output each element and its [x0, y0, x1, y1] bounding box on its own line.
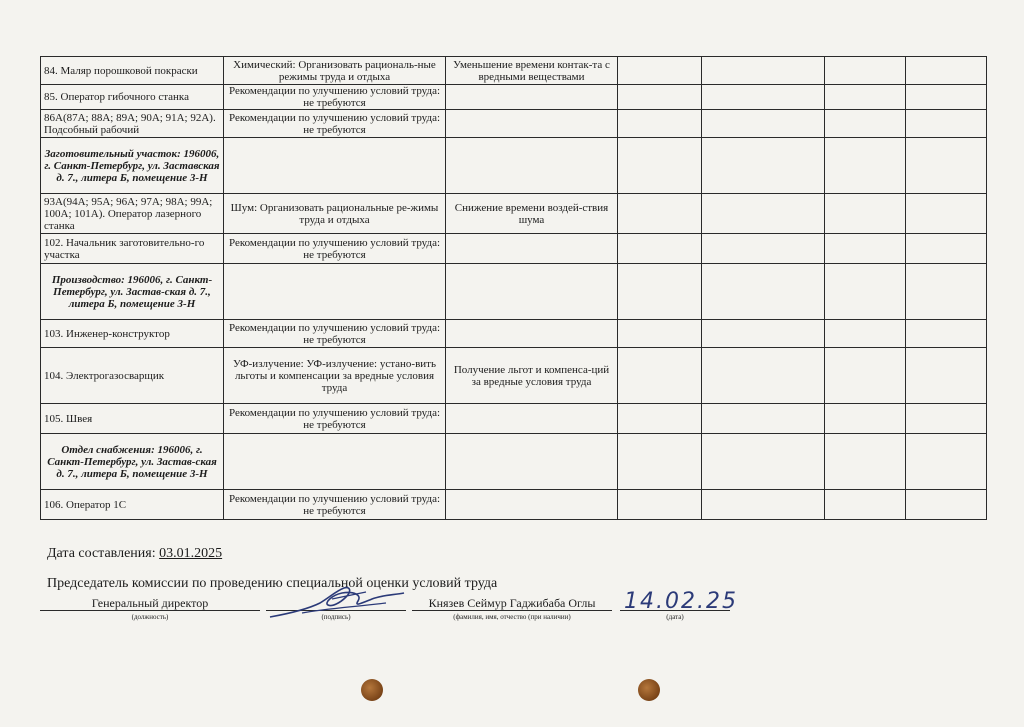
date-caption: (дата) — [666, 613, 684, 621]
empty-cell — [825, 194, 906, 234]
section-name-cell: Отдел снабжения: 196006, г. Санкт-Петербург, ул. Застав-ская д. 7., литера Б, помещение 3-Н — [41, 434, 224, 490]
empty-cell — [618, 85, 702, 110]
empty-cell — [906, 85, 987, 110]
goal-cell — [446, 85, 618, 110]
recommendation-cell: Химический: Организовать рациональ-ные режимы труда и отдыха — [224, 57, 446, 85]
empty-cell — [702, 110, 825, 138]
empty-cell — [825, 434, 906, 490]
empty-cell — [618, 234, 702, 264]
job-name-cell: 93А(94А; 95А; 96А; 97А; 98А; 99А; 100А; 101А). Оператор лазерного станка — [41, 194, 224, 234]
empty-cell — [702, 138, 825, 194]
table-row — [41, 110, 987, 138]
fio-caption: (фамилия, имя, отчество (при наличии) — [453, 613, 571, 621]
recommendation-cell: УФ-излучение: УФ-излучение: устано-вить льготы и компенсации за вредные условия труда — [224, 348, 446, 404]
date-value: 03.01.2025 — [159, 546, 223, 561]
empty-cell — [618, 264, 702, 320]
goal-cell — [446, 404, 618, 434]
wax-seal-left — [361, 679, 383, 701]
empty-cell — [702, 85, 825, 110]
goal-cell — [446, 264, 618, 320]
empty-cell — [825, 264, 906, 320]
empty-cell — [825, 490, 906, 520]
recommendation-cell — [224, 434, 446, 490]
recommendation-cell: Рекомендации по улучшению условий труда: не требуются — [224, 404, 446, 434]
job-name-cell: 103. Инженер-конструктор — [41, 320, 224, 348]
empty-cell — [906, 490, 987, 520]
empty-cell — [906, 320, 987, 348]
goal-cell: Уменьшение времени контак-та с вредными веществами — [446, 57, 618, 85]
date-label: Дата составления: — [47, 546, 156, 561]
table-row — [41, 320, 987, 348]
commission-chair-label: Председатель комиссии по проведению специальной оценки условий труда — [47, 576, 498, 591]
recommendation-cell: Рекомендации по улучшению условий труда: не требуются — [224, 320, 446, 348]
empty-cell — [825, 234, 906, 264]
table-row — [41, 57, 987, 85]
fio-value: Князев Сеймур Гаджибаба Оглы — [412, 596, 612, 611]
handwritten-signature — [262, 583, 412, 623]
section-name-cell: Производство: 196006, г. Санкт-Петербург, ул. Застав-ская д. 7., литера Б, помещение 3-Н — [41, 264, 224, 320]
empty-cell — [618, 110, 702, 138]
empty-cell — [906, 434, 987, 490]
table-row — [41, 348, 987, 404]
job-name-cell: 102. Начальник заготовительно-го участка — [41, 234, 224, 264]
empty-cell — [702, 234, 825, 264]
empty-cell — [906, 57, 987, 85]
table-row — [41, 234, 987, 264]
empty-cell — [825, 110, 906, 138]
empty-cell — [825, 320, 906, 348]
recommendation-cell: Шум: Организовать рациональные ре-жимы труда и отдыха — [224, 194, 446, 234]
job-name-cell: 85. Оператор гибочного станка — [41, 85, 224, 110]
empty-cell — [702, 490, 825, 520]
empty-cell — [906, 234, 987, 264]
table-row — [41, 85, 987, 110]
empty-cell — [702, 320, 825, 348]
wax-seal-right — [638, 679, 660, 701]
empty-cell — [825, 138, 906, 194]
empty-cell — [618, 404, 702, 434]
job-name-cell: 86А(87А; 88А; 89А; 90А; 91А; 92А). Подсобный рабочий — [41, 110, 224, 138]
empty-cell — [702, 194, 825, 234]
empty-cell — [906, 348, 987, 404]
job-name-cell: 104. Электрогазосварщик — [41, 348, 224, 404]
goal-cell: Снижение времени воздей-ствия шума — [446, 194, 618, 234]
job-name-cell: 84. Маляр порошковой покраски — [41, 57, 224, 85]
empty-cell — [906, 264, 987, 320]
empty-cell — [906, 138, 987, 194]
handwritten-date: 14.02.25 — [624, 589, 738, 614]
empty-cell — [825, 348, 906, 404]
position-field — [40, 596, 260, 621]
recommendation-cell — [224, 264, 446, 320]
empty-cell — [906, 110, 987, 138]
table-row — [41, 404, 987, 434]
empty-cell — [825, 404, 906, 434]
empty-cell — [906, 194, 987, 234]
empty-cell — [618, 434, 702, 490]
empty-cell — [618, 320, 702, 348]
fio-field — [412, 596, 612, 621]
empty-cell — [825, 85, 906, 110]
section-row — [41, 264, 987, 320]
recommendation-cell: Рекомендации по улучшению условий труда: не требуются — [224, 110, 446, 138]
empty-cell — [702, 264, 825, 320]
position-caption: (должность) — [131, 613, 169, 621]
empty-cell — [618, 490, 702, 520]
section-row — [41, 434, 987, 490]
empty-cell — [702, 404, 825, 434]
goal-cell — [446, 434, 618, 490]
compilation-date-line — [47, 546, 222, 562]
empty-cell — [825, 57, 906, 85]
goal-cell: Получение льгот и компенса-ций за вредные условия труда — [446, 348, 618, 404]
empty-cell — [702, 434, 825, 490]
position-value: Генеральный директор — [40, 596, 260, 611]
empty-cell — [618, 57, 702, 85]
recommendation-cell: Рекомендации по улучшению условий труда: не требуются — [224, 490, 446, 520]
goal-cell — [446, 320, 618, 348]
improvement-measures-table — [40, 56, 987, 520]
goal-cell — [446, 490, 618, 520]
recommendation-cell: Рекомендации по улучшению условий труда: не требуются — [224, 234, 446, 264]
job-name-cell: 105. Швея — [41, 404, 224, 434]
section-row — [41, 138, 987, 194]
goal-cell — [446, 110, 618, 138]
empty-cell — [702, 57, 825, 85]
table-row — [41, 194, 987, 234]
empty-cell — [618, 194, 702, 234]
section-name-cell: Заготовительный участок: 196006, г. Санкт-Петербург, ул. Заставская д. 7., литера Б, помещение 3-Н — [41, 138, 224, 194]
signature-caption: (подпись) — [321, 613, 351, 621]
recommendation-cell: Рекомендации по улучшению условий труда: не требуются — [224, 85, 446, 110]
goal-cell — [446, 138, 618, 194]
empty-cell — [618, 138, 702, 194]
empty-cell — [702, 348, 825, 404]
table-row — [41, 490, 987, 520]
empty-cell — [618, 348, 702, 404]
empty-cell — [906, 404, 987, 434]
job-name-cell: 106. Оператор 1С — [41, 490, 224, 520]
recommendation-cell — [224, 138, 446, 194]
goal-cell — [446, 234, 618, 264]
